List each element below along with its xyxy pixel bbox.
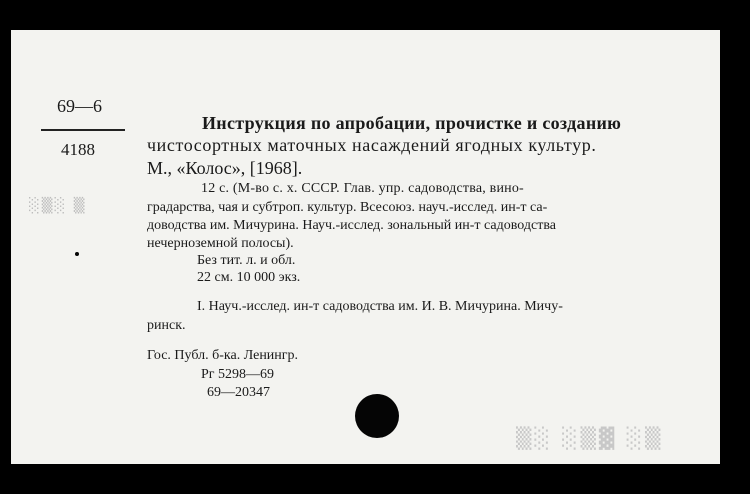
title-line-2: чистосортных маточных насаждений ягодных культур. <box>147 135 597 155</box>
description-line-2: градарства, чая и субтроп. культур. Всесоюз. науч.-исслед. ин-т са- <box>147 200 548 215</box>
catalog-card <box>11 30 720 464</box>
faded-stamp-mark-bottom: ▒░ ░▒▓ ░▒ <box>516 426 664 450</box>
library-name: Гос. Публ. б-ка. Ленингр. <box>147 348 299 363</box>
note-size-print-run: 22 см. 10 000 экз. <box>197 270 301 285</box>
note-no-title-page: Без тит. л. и обл. <box>197 253 296 268</box>
shelfmark-bottom: 4188 <box>61 140 95 159</box>
library-card-number: 69—20347 <box>207 385 270 400</box>
shelfmark-top: 69—6 <box>57 96 102 116</box>
description-line-4: нечерноземной полосы). <box>147 236 294 251</box>
shelfmark-divider <box>41 129 125 131</box>
title-line-1: Инструкция по апробации, прочистке и созданию <box>202 113 622 133</box>
library-accession: Рг 5298—69 <box>201 367 275 382</box>
description-line-1: 12 с. (М-во с. х. СССР. Глав. упр. садоводства, вино- <box>201 181 524 196</box>
added-entry-line-2: ринск. <box>147 318 186 333</box>
title-line-3: М., «Колос», [1968]. <box>147 158 303 178</box>
punched-hole <box>355 394 399 438</box>
ink-dot <box>75 252 79 256</box>
added-entry-line-1: I. Науч.-исслед. ин-т садоводства им. И. В. Мичурина. Мичу- <box>197 299 563 314</box>
description-line-3: доводства им. Мичурина. Науч.-исслед. зональный ин-т садоводства <box>147 218 556 233</box>
faded-stamp-mark: ░▒░ ▒ <box>29 198 87 214</box>
